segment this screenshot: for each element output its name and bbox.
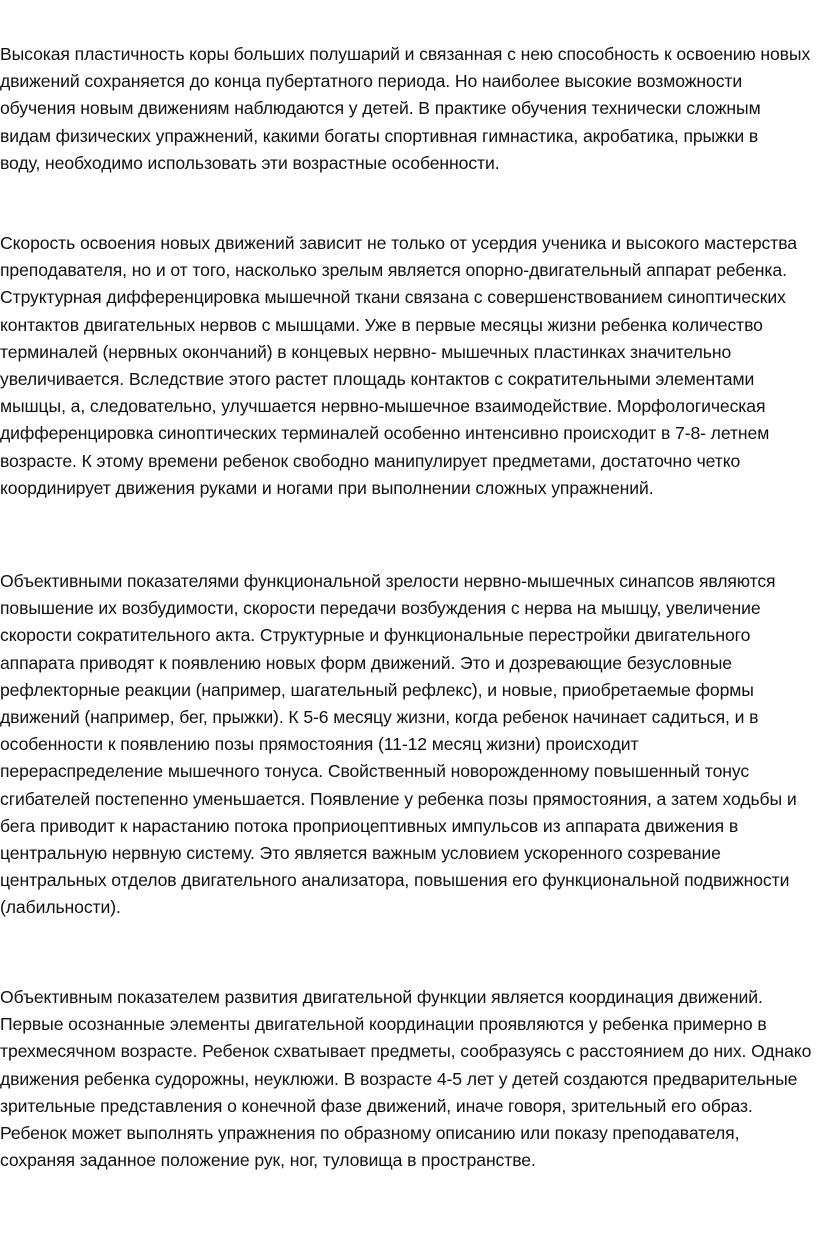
paragraph-line: движений сохраняется до конца пубертатного периода. Но наиболее высокие возможности <box>0 71 743 92</box>
paragraph-line: (лабильности). <box>0 897 121 918</box>
paragraph-line: Высокая пластичность коры больших полушарий и связанная с нею способность к освоению новых <box>0 44 811 64</box>
paragraph-line: движения ребенка судорожны, неуклюжи. В возрасте 4-5 лет у детей создаются предварительные <box>0 1068 798 1089</box>
paragraph-line: аппарата приводят к появлению новых форм движений. Это и дозревающие безусловные <box>0 652 732 673</box>
paragraph-3 <box>0 568 816 921</box>
paragraph-4 <box>0 984 816 1174</box>
paragraph-line: Ребенок может выполнять упражнения по образному описанию или показу преподавателя, <box>0 1122 740 1143</box>
paragraph-line: трехмесячном возрасте. Ребенок схватывает предметы, сообразуясь с расстоянием до них. Однако <box>0 1041 812 1062</box>
paragraph-line: зрительные представления о конечной фазе движений, иначе говоря, зрительный его образ. <box>0 1095 753 1116</box>
paragraph-line: Первые осознанные элементы двигательной координации проявляются у ребенка примерно в <box>0 1014 767 1035</box>
paragraph-line: повышение их возбудимости, скорости передачи возбуждения с нерва на мышцу, увеличение <box>0 598 761 619</box>
paragraph-line: Структурная дифференцировка мышечной ткани связана с совершенствованием синоптических <box>0 287 786 308</box>
paragraph-line: сгибателей постепенно уменьшается. Появление у ребенка позы прямостояния, а затем ходьбы и <box>0 788 797 809</box>
paragraph-line: дифференцировка синоптических терминалей особенно интенсивно происходит в 7-8- летнем <box>0 423 770 444</box>
paragraph-line: контактов двигательных нервов с мышцами. Уже в первые месяцы жизни ребенка количество <box>0 314 763 335</box>
paragraph-line: видам физических упражнений, какими богаты спортивная гимнастика, акробатика, прыжки в <box>0 125 759 146</box>
paragraph-line: возрасте. К этому времени ребенок свободно манипулирует предметами, достаточно четко <box>0 450 741 471</box>
paragraph-2 <box>0 230 816 502</box>
paragraph-line: терминалей (нервных окончаний) в концевых нервно- мышечных пластинках значительно <box>0 341 732 362</box>
paragraph-line: Объективным показателем развития двигательной функции является координация движений. <box>0 987 763 1007</box>
paragraph-line: координирует движения руками и ногами при выполнении сложных упражнений. <box>0 477 654 498</box>
paragraph-line: особенности к появлению позы прямостояния (11-12 месяц жизни) происходит <box>0 734 639 755</box>
paragraph-line: Объективными показателями функциональной зрелости нервно-мышечных синапсов являются <box>0 571 776 591</box>
paragraph-line: мышцы, а, следовательно, улучшается нервно-мышечное взаимодействие. Морфологическая <box>0 396 766 417</box>
paragraph-line: бега приводит к нарастанию потока проприоцептивных импульсов из аппарата движения в <box>0 815 739 836</box>
paragraph-1 <box>0 41 816 177</box>
paragraph-line: рефлекторные реакции (например, шагательный рефлекс), и новые, приобретаемые формы <box>0 679 754 700</box>
paragraph-line: Скорость освоения новых движений зависит не только от усердия ученика и высокого мастерства <box>0 233 797 253</box>
paragraph-line: перераспределение мышечного тонуса. Свойственный новорожденному повышенный тонус <box>0 761 750 782</box>
paragraph-line: обучения новым движениям наблюдаются у детей. В практике обучения технически сложным <box>0 98 761 119</box>
paragraph-line: увеличивается. Вследствие этого растет площадь контактов с сократительными элементами <box>0 368 755 389</box>
paragraph-line: воду, необходимо использовать эти возрастные особенности. <box>0 152 500 173</box>
paragraph-line: скорости сократительного акта. Структурные и функциональные перестройки двигательного <box>0 625 751 646</box>
paragraph-line: центральных отделов двигательного анализатора, повышения его функциональной подвижности <box>0 870 790 891</box>
paragraph-line: преподавателя, но и от того, насколько зрелым является опорно-двигательный аппарат ребенка. <box>0 260 787 281</box>
paragraph-line: движений (например, бег, прыжки). К 5-6 месяцу жизни, когда ребенок начинает садиться, и в <box>0 706 759 727</box>
paragraph-line: сохраняя заданное положение рук, ног, туловища в пространстве. <box>0 1150 536 1171</box>
paragraph-line: центральную нервную систему. Это является важным условием ускоренного созревание <box>0 842 721 863</box>
